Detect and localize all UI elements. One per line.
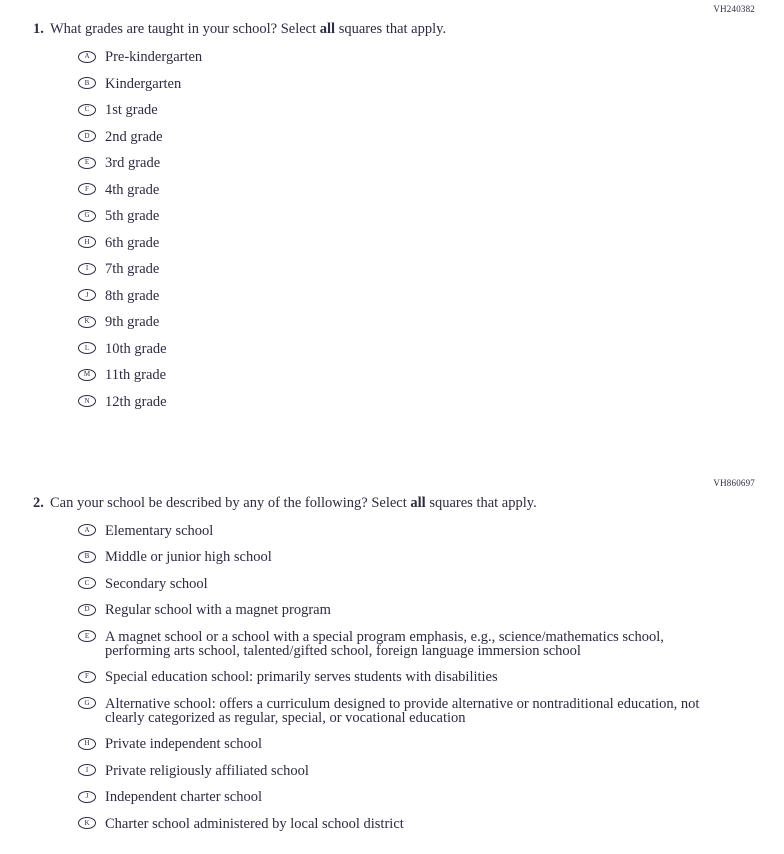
option-label: 1st grade: [105, 102, 158, 118]
option-label: 11th grade: [105, 367, 167, 383]
oval-checkbox-icon[interactable]: [78, 130, 96, 142]
oval-letter: E: [84, 631, 90, 640]
option-row[interactable]: [78, 156, 784, 170]
question-code: VH240382: [713, 4, 755, 14]
question-text: [50, 22, 446, 37]
oval-letter: E: [84, 158, 90, 166]
option-row[interactable]: [78, 368, 784, 382]
option-label: Private independent school: [105, 736, 263, 752]
oval-letter: N: [84, 396, 90, 405]
option-row[interactable]: [78, 603, 784, 617]
question-2: [33, 496, 784, 511]
option-row[interactable]: [78, 577, 784, 591]
oval-letter: B: [84, 78, 90, 87]
oval-letter: C: [84, 105, 90, 113]
oval-letter: F: [85, 672, 89, 680]
oval-letter: M: [83, 370, 91, 378]
oval-letter: B: [84, 552, 90, 560]
oval-letter: I: [85, 765, 89, 774]
oval-checkbox-icon[interactable]: [78, 157, 96, 169]
option-label: Alternative school: offers a curriculum designed to provide alternative or nontraditional education, not clearly categorized as regular, special, or vocational education: [105, 695, 700, 726]
option-label: Elementary school: [105, 522, 214, 539]
option-row[interactable]: [78, 670, 784, 684]
question-code: VH860697: [713, 477, 755, 488]
option-label: 3rd grade: [105, 155, 161, 171]
option-label: 7th grade: [105, 261, 160, 277]
oval-checkbox-icon[interactable]: [78, 817, 96, 829]
oval-checkbox-icon[interactable]: [78, 738, 96, 750]
oval-checkbox-icon[interactable]: [78, 791, 96, 803]
option-label: 10th grade: [105, 340, 167, 357]
oval-letter: F: [85, 184, 89, 193]
option-row[interactable]: [78, 183, 784, 197]
oval-checkbox-icon[interactable]: [78, 369, 96, 381]
option-row[interactable]: [78, 737, 784, 751]
option-row[interactable]: [78, 342, 784, 356]
oval-letter: J: [85, 290, 89, 299]
option-label: Regular school with a magnet program: [105, 602, 331, 618]
option-row[interactable]: [78, 315, 784, 329]
question-block-2: [0, 478, 784, 831]
oval-checkbox-icon[interactable]: [78, 210, 96, 222]
option-label: 2nd grade: [105, 128, 163, 145]
oval-checkbox-icon[interactable]: [78, 524, 96, 536]
oval-letter: H: [84, 739, 90, 747]
option-row[interactable]: [78, 790, 784, 804]
oval-letter: D: [84, 131, 90, 140]
oval-letter: I: [85, 264, 89, 272]
oval-letter: A: [84, 525, 90, 534]
option-row[interactable]: [78, 130, 784, 144]
option-label: Special education school: primarily serves students with disabilities: [105, 669, 498, 685]
option-label: A magnet school or a school with a special program emphasis, e.g., science/mathematics school, performing arts school, talented/gifted school, foreign language immersion school: [105, 628, 664, 659]
option-label: 8th grade: [105, 287, 160, 304]
oval-letter: K: [84, 317, 90, 325]
option-row[interactable]: [78, 50, 784, 64]
oval-checkbox-icon[interactable]: [78, 51, 96, 63]
oval-checkbox-icon[interactable]: [78, 764, 96, 776]
oval-checkbox-icon[interactable]: [78, 551, 96, 563]
option-row[interactable]: [78, 209, 784, 223]
oval-checkbox-icon[interactable]: [78, 697, 96, 709]
oval-letter: J: [85, 792, 89, 800]
oval-checkbox-icon[interactable]: [78, 289, 96, 301]
option-label: Middle or junior high school: [105, 549, 272, 565]
question-number: 1.: [33, 21, 44, 37]
oval-letter: G: [84, 698, 90, 707]
option-label: 5th grade: [105, 208, 160, 224]
option-row[interactable]: [78, 550, 784, 564]
option-row[interactable]: [78, 697, 784, 725]
option-row[interactable]: [78, 77, 784, 91]
question-text-before: Can your school be described by any of the following? Select: [50, 494, 411, 511]
oval-checkbox-icon[interactable]: [78, 630, 96, 642]
question-block-1: [0, 0, 784, 409]
question-text-after: squares that apply.: [335, 21, 447, 37]
oval-checkbox-icon[interactable]: [78, 104, 96, 116]
oval-letter: G: [84, 211, 90, 219]
option-label: 6th grade: [105, 234, 160, 251]
question-1: [33, 22, 784, 37]
oval-checkbox-icon[interactable]: [78, 577, 96, 589]
option-row[interactable]: [78, 103, 784, 117]
option-row[interactable]: [78, 262, 784, 276]
oval-checkbox-icon[interactable]: [78, 604, 96, 616]
option-label: Charter school administered by local school district: [105, 815, 404, 832]
option-label: Private religiously affiliated school: [105, 762, 309, 779]
option-label: Kindergarten: [105, 75, 182, 92]
question-text: [50, 496, 537, 511]
option-row[interactable]: [78, 630, 784, 658]
oval-checkbox-icon[interactable]: [78, 183, 96, 195]
oval-checkbox-icon[interactable]: [78, 236, 96, 248]
option-label: Secondary school: [105, 575, 208, 592]
oval-checkbox-icon[interactable]: [78, 316, 96, 328]
oval-checkbox-icon[interactable]: [78, 395, 96, 407]
oval-letter: H: [84, 237, 90, 246]
oval-letter: C: [84, 578, 90, 587]
oval-letter: A: [84, 52, 90, 60]
option-row[interactable]: [78, 764, 784, 778]
question-text-bold: all: [410, 494, 426, 511]
oval-letter: K: [84, 818, 90, 827]
oval-checkbox-icon[interactable]: [78, 263, 96, 275]
option-label: Pre-kindergarten: [105, 49, 203, 65]
oval-checkbox-icon[interactable]: [78, 77, 96, 89]
option-row[interactable]: [78, 236, 784, 250]
option-label: 4th grade: [105, 181, 160, 198]
option-label: Independent charter school: [105, 789, 263, 805]
question-number: 2.: [33, 494, 44, 511]
oval-letter: D: [84, 605, 90, 613]
question-text-bold: all: [319, 21, 336, 37]
option-row[interactable]: [78, 395, 784, 409]
option-label: 9th grade: [105, 314, 160, 330]
option-label: 12th grade: [105, 393, 167, 410]
question-text-before: What grades are taught in your school? Select: [50, 21, 320, 37]
oval-letter: L: [84, 343, 90, 352]
oval-checkbox-icon[interactable]: [78, 342, 96, 354]
oval-checkbox-icon[interactable]: [78, 671, 96, 683]
question-text-after: squares that apply.: [425, 494, 537, 511]
option-row[interactable]: [78, 289, 784, 303]
option-row[interactable]: [78, 817, 784, 831]
options-list: [0, 524, 784, 831]
option-row[interactable]: [78, 524, 784, 538]
options-list: [0, 50, 784, 409]
